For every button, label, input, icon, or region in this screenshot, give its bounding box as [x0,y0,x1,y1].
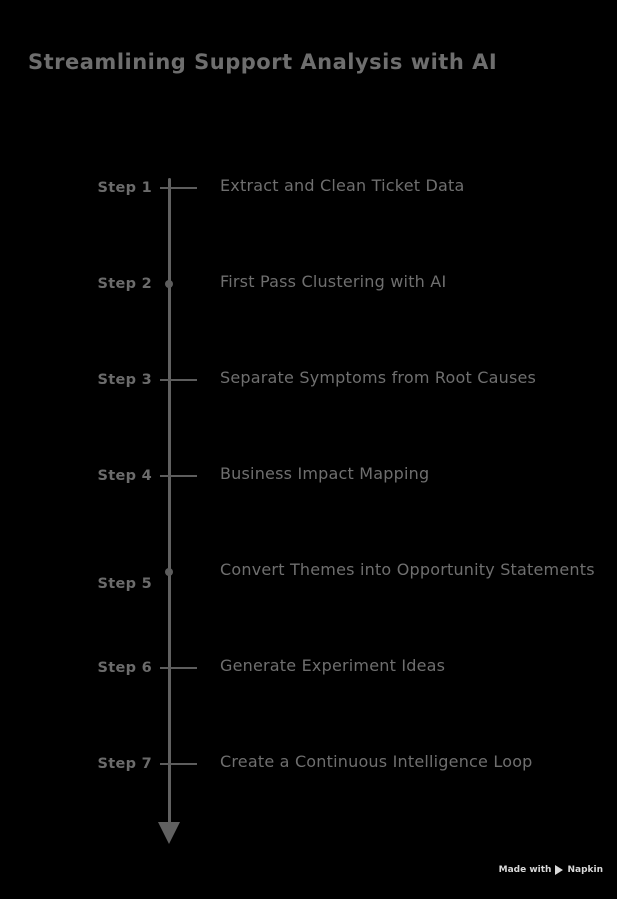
step-text: First Pass Clustering with AI [220,272,447,291]
timeline-step-4[interactable] [0,464,617,488]
step-text: Create a Continuous Intelligence Loop [220,752,533,771]
timeline-step-7[interactable] [0,752,617,776]
watermark-prefix: Made with [498,865,552,875]
step-text: Business Impact Mapping [220,464,430,483]
timeline-arrow-icon [158,822,180,844]
step-text: Convert Themes into Opportunity Statements [220,560,595,579]
step-label: Step 6 [97,660,152,676]
step-connector [171,475,197,477]
step-text: Generate Experiment Ideas [220,656,446,675]
step-connector [171,763,197,765]
timeline-step-1[interactable] [0,176,617,200]
step-connector [171,187,197,189]
timeline-step-6[interactable] [0,656,617,680]
step-label: Step 5 [97,576,152,592]
step-label: Step 1 [97,180,152,196]
step-text: Extract and Clean Ticket Data [220,176,465,195]
page-title: Streamlining Support Analysis with AI [28,50,498,74]
step-label: Step 4 [97,468,152,484]
step-label: Step 2 [97,276,152,292]
napkin-logo-icon [555,865,563,875]
timeline-step-3[interactable] [0,368,617,392]
step-connector [171,379,197,381]
watermark-brand: Napkin [567,865,603,875]
step-label: Step 3 [97,372,152,388]
step-node-dot [165,280,173,288]
step-label: Step 7 [97,756,152,772]
step-connector [171,667,197,669]
timeline-step-2[interactable] [0,272,617,296]
step-node-dot [165,568,173,576]
watermark [499,865,603,875]
timeline-step-5[interactable] [0,560,617,592]
step-text: Separate Symptoms from Root Causes [220,368,537,387]
